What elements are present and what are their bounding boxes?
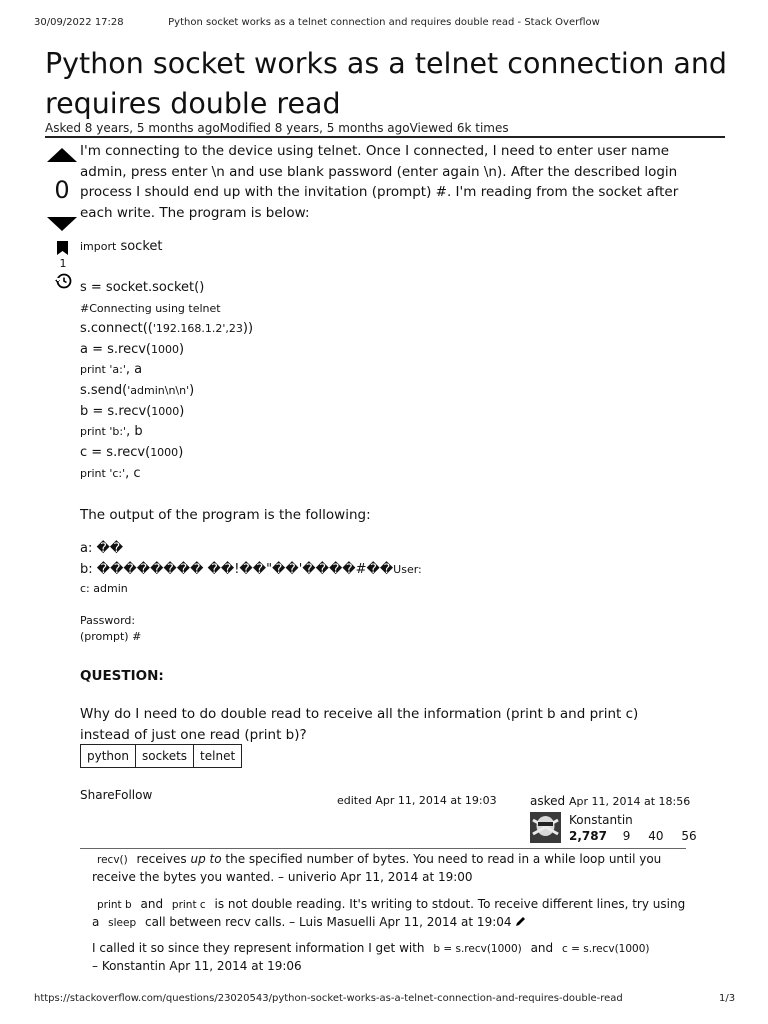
avatar[interactable]	[530, 812, 561, 843]
tag-python[interactable]: python	[80, 744, 136, 768]
question-meta: Asked 8 years, 5 months agoModified 8 years, 5 months agoViewed 6k times	[45, 121, 509, 135]
output-line-b: b: �������� ��!��"��'����#��User:	[80, 562, 422, 577]
code-line: s = socket.socket()	[80, 280, 205, 295]
output-line-password: Password:	[80, 614, 136, 627]
gold-badge-count: 9	[622, 829, 631, 843]
tag-sockets[interactable]: sockets	[135, 744, 194, 768]
edited-link[interactable]: edited Apr 11, 2014 at 19:03	[337, 794, 497, 807]
asked-info: asked Apr 11, 2014 at 18:56	[530, 794, 691, 808]
user-stats	[569, 829, 697, 843]
tag-telnet[interactable]: telnet	[193, 744, 242, 768]
title-divider	[45, 136, 725, 138]
comment: print b and print c is not double reading. It's writing to stdout. To receive different lines, try using a sleep call between recv calls. – Luis Masuelli Apr 11, 2014 at 19:04	[92, 897, 686, 929]
code-line: print 'c:', c	[80, 466, 141, 481]
bronze-badge-count: 56	[681, 829, 697, 843]
vote-count: 0	[54, 176, 70, 204]
downvote-arrow-icon[interactable]	[47, 217, 77, 231]
question-label: QUESTION:	[80, 668, 164, 684]
comments-divider	[80, 848, 686, 849]
output-line-c: c: admin	[80, 582, 128, 595]
user-reputation: 2,787	[569, 829, 607, 843]
question-title[interactable]: Python socket works as a telnet connection and requires double read	[45, 47, 727, 120]
question-text: Why do I need to do double read to receive all the information (print b and print c) instead of just one read (print b)?	[80, 706, 639, 743]
code-line: s.send('admin\n\n')	[80, 383, 195, 398]
output-intro: The output of the program is the following:	[80, 507, 371, 523]
comment: I called it so since they represent information I get with b = s.recv(1000) and c = s.recv(1000) – Konstantin Apr 11, 2014 at 19:06	[92, 941, 650, 973]
print-header-title: Python socket works as a telnet connection and requires double read - Stack Overflow	[168, 17, 600, 28]
bookmark-icon[interactable]	[57, 241, 68, 255]
user-name[interactable]: Konstantin	[569, 813, 633, 827]
code-line: import socket	[80, 239, 163, 254]
output-line-a: a: ��	[80, 541, 124, 556]
code-line: print 'a:', a	[80, 362, 143, 377]
upvote-arrow-icon[interactable]	[47, 148, 77, 162]
pencil-icon[interactable]	[515, 916, 526, 927]
print-date: 30/09/2022 17:28	[34, 17, 124, 28]
code-line: a = s.recv(1000)	[80, 342, 185, 357]
code-line: print 'b:', b	[80, 424, 143, 439]
comment: recv() receives up to the specified number of bytes. You need to read in a while loop until you receive the bytes you wanted. – univerio Apr 11, 2014 at 19:00	[92, 852, 662, 884]
output-line-prompt: (prompt) #	[80, 630, 142, 643]
history-icon[interactable]	[54, 272, 72, 290]
share-follow-link[interactable]: ShareFollow	[80, 788, 153, 802]
page-number: 1/3	[719, 993, 736, 1004]
tag-list	[80, 744, 241, 768]
code-line: b = s.recv(1000)	[80, 404, 185, 419]
code-line: c = s.recv(1000)	[80, 445, 184, 460]
bookmark-count: 1	[59, 257, 67, 270]
question-intro: I'm connecting to the device using telnet. Once I connected, I need to enter user name admin, press enter \n and use blank password (enter again \n). After the described login process I should end up with the invitation (prompt) #. I'm reading from the socket after each write. The program is below:	[80, 143, 679, 221]
print-footer-url: https://stackoverflow.com/questions/23020543/python-socket-works-as-a-telnet-connection-and-requires-double-read	[34, 993, 623, 1004]
code-line: s.connect(('192.168.1.2',23))	[80, 321, 254, 336]
code-comment-line: #Connecting using telnet	[80, 302, 221, 315]
silver-badge-count: 40	[648, 829, 664, 843]
